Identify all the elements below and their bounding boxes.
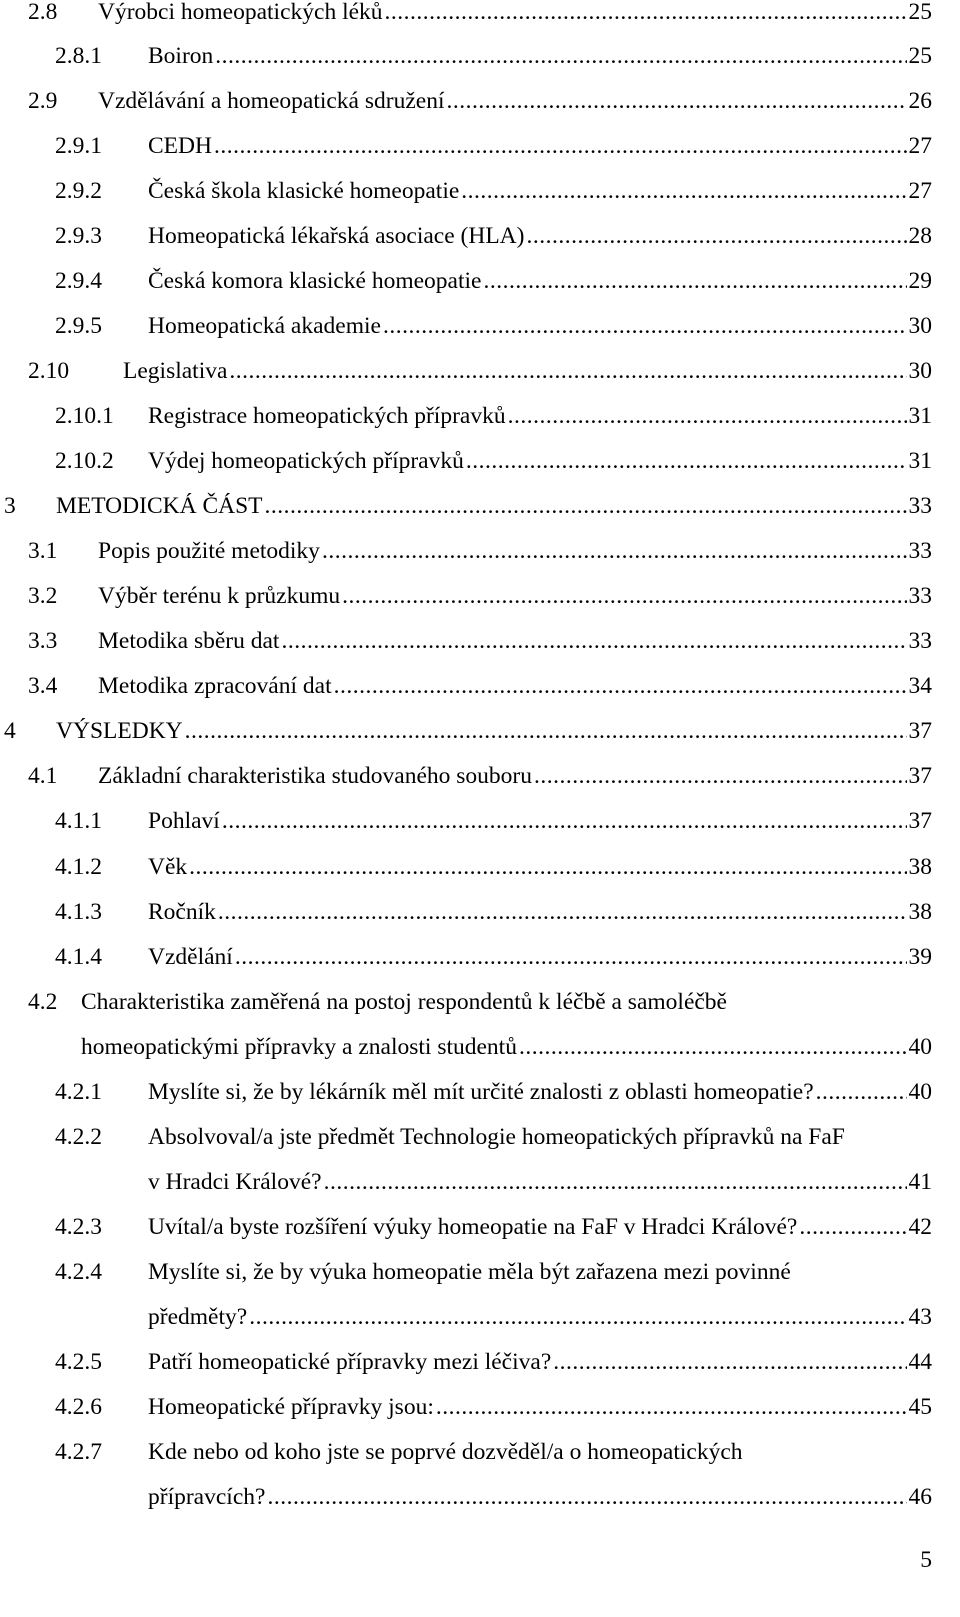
toc-page: 42 xyxy=(908,1214,932,1240)
toc-title: Metodika sběru dat xyxy=(98,628,280,654)
toc-title: Uvítal/a byste rozšíření výuky homeopatie na FaF v Hradci Králové? xyxy=(148,1214,798,1240)
toc-title: Základní charakteristika studovaného souboru xyxy=(98,763,532,789)
toc-entry[interactable] xyxy=(55,1115,932,1205)
toc-number: 4.2.6 xyxy=(55,1394,102,1420)
toc-number: 4.2.4 xyxy=(55,1259,102,1285)
toc-page: 30 xyxy=(908,358,932,384)
toc-entry[interactable] xyxy=(28,349,932,394)
toc-entry[interactable] xyxy=(4,709,932,754)
toc-title: Výdej homeopatických přípravků xyxy=(148,448,464,474)
dot-leader xyxy=(265,484,907,529)
page-number: 5 xyxy=(920,1547,932,1573)
toc-number: 4.2 xyxy=(28,989,58,1015)
toc-number: 4.2.2 xyxy=(55,1124,102,1150)
toc-entry[interactable] xyxy=(28,619,932,664)
toc-number: 4.1 xyxy=(28,763,58,789)
toc-title: Myslíte si, že by výuka homeopatie měla být zařazena mezi povinné xyxy=(148,1259,791,1285)
toc-entry[interactable] xyxy=(55,1205,932,1250)
toc-number: 4.2.5 xyxy=(55,1349,102,1375)
toc-number: 4.2.7 xyxy=(55,1439,102,1465)
toc-page: 27 xyxy=(908,178,932,204)
toc-title: Výrobci homeopatických léků xyxy=(98,0,383,25)
toc-number: 4.2.1 xyxy=(55,1079,102,1105)
toc-entry[interactable] xyxy=(4,484,932,529)
toc-title: Homeopatické přípravky jsou: xyxy=(148,1394,434,1420)
toc-page: 40 xyxy=(908,1079,932,1105)
dot-leader xyxy=(324,1160,907,1205)
dot-leader xyxy=(334,664,907,709)
toc-title-continued: v Hradci Králové? xyxy=(148,1169,322,1195)
toc-number: 3.2 xyxy=(28,583,58,609)
toc-title: Vzdělání xyxy=(148,944,233,970)
toc-number: 2.10.1 xyxy=(55,403,114,429)
toc-page: 31 xyxy=(908,403,932,429)
dot-leader xyxy=(235,935,907,980)
toc-entry[interactable] xyxy=(55,439,932,484)
toc-number: 2.9.2 xyxy=(55,178,102,204)
toc-title: Ročník xyxy=(148,899,216,925)
toc-number: 2.9.3 xyxy=(55,223,102,249)
toc-number: 3.4 xyxy=(28,673,58,699)
toc-title: Česká komora klasické homeopatie xyxy=(148,268,482,294)
toc-page: 28 xyxy=(908,223,932,249)
toc-entry[interactable] xyxy=(55,394,932,439)
toc-title: Charakteristika zaměřená na postoj respondentů k léčbě a samoléčbě xyxy=(81,989,727,1015)
toc-page: 33 xyxy=(908,538,932,564)
dot-leader xyxy=(218,890,907,935)
toc-title: METODICKÁ ČÁST xyxy=(56,493,263,519)
toc-title: Vzdělávání a homeopatická sdružení xyxy=(98,88,445,114)
toc-page: 25 xyxy=(908,43,932,69)
toc-title: CEDH xyxy=(148,133,212,159)
toc-title: Homeopatická lékařská asociace (HLA) xyxy=(148,223,525,249)
toc-entry[interactable] xyxy=(55,34,932,79)
toc-page: 44 xyxy=(908,1349,932,1375)
toc-page: 38 xyxy=(908,854,932,880)
dot-leader xyxy=(215,34,906,79)
toc-number: 3.3 xyxy=(28,628,58,654)
dot-leader xyxy=(436,1385,907,1430)
dot-leader xyxy=(385,0,907,35)
toc-page: 34 xyxy=(908,673,932,699)
toc-page: 29 xyxy=(908,268,932,294)
toc-page: 37 xyxy=(908,718,932,744)
dot-leader xyxy=(281,619,906,664)
toc-entry[interactable] xyxy=(55,124,932,169)
toc-title: Pohlaví xyxy=(148,808,220,834)
dot-leader xyxy=(229,349,906,394)
dot-leader xyxy=(483,259,906,304)
toc-number: 2.9.4 xyxy=(55,268,102,294)
toc-entry[interactable] xyxy=(28,980,932,1070)
dot-leader xyxy=(461,169,906,214)
toc-page: 37 xyxy=(908,808,932,834)
toc-entry[interactable] xyxy=(55,1430,932,1520)
toc-number: 4.1.2 xyxy=(55,854,102,880)
toc-title: Absolvoval/a jste předmět Technologie homeopatických přípravků na FaF xyxy=(148,1124,845,1150)
dot-leader xyxy=(342,574,906,619)
toc-entry[interactable] xyxy=(55,1070,932,1115)
toc-number: 2.9.1 xyxy=(55,133,102,159)
toc-page: 30 xyxy=(908,313,932,339)
toc-page: 27 xyxy=(908,133,932,159)
toc-entry[interactable] xyxy=(28,574,932,619)
toc-entry[interactable] xyxy=(28,79,932,124)
toc-page: 33 xyxy=(908,628,932,654)
toc-page: 39 xyxy=(908,944,932,970)
toc-entry[interactable] xyxy=(55,169,932,214)
dot-leader xyxy=(508,394,907,439)
toc-entry[interactable] xyxy=(55,1340,932,1385)
toc-entry[interactable] xyxy=(55,304,932,349)
dot-leader xyxy=(185,709,907,754)
toc-number: 4 xyxy=(4,718,16,744)
toc-page: 37 xyxy=(908,763,932,789)
toc-title: Popis použité metodiky xyxy=(98,538,320,564)
dot-leader xyxy=(222,799,907,844)
toc-page: 41 xyxy=(908,1169,932,1195)
toc-page: 38 xyxy=(908,899,932,925)
toc-title: Boiron xyxy=(148,43,214,69)
dot-leader xyxy=(519,1025,907,1070)
dot-leader xyxy=(466,439,907,484)
dot-leader xyxy=(214,124,907,169)
toc-entry[interactable] xyxy=(55,845,932,890)
toc-entry[interactable] xyxy=(28,529,932,574)
toc-page: 26 xyxy=(908,88,932,114)
toc-title: Registrace homeopatických přípravků xyxy=(148,403,506,429)
toc-entry[interactable] xyxy=(55,799,932,844)
toc-page: 46 xyxy=(908,1484,932,1510)
toc-entry[interactable] xyxy=(55,1250,932,1340)
dot-leader xyxy=(799,1205,906,1250)
dot-leader xyxy=(553,1340,906,1385)
dot-leader xyxy=(446,79,906,124)
toc-title: Legislativa xyxy=(123,358,228,384)
dot-leader xyxy=(322,529,907,574)
toc-number: 4.1.4 xyxy=(55,944,102,970)
dot-leader xyxy=(249,1295,906,1340)
toc-entry[interactable] xyxy=(28,664,932,709)
toc-title: Metodika zpracování dat xyxy=(98,673,332,699)
toc-title: Kde nebo od koho jste se poprvé dozvěděl/a o homeopatických xyxy=(148,1439,743,1465)
toc-number: 4.1.1 xyxy=(55,808,102,834)
toc-number: 3 xyxy=(4,493,16,519)
toc-number: 2.9.5 xyxy=(55,313,102,339)
toc-number: 2.9 xyxy=(28,88,58,114)
toc-title-continued: předměty? xyxy=(148,1304,248,1330)
toc-page: 33 xyxy=(908,583,932,609)
dot-leader xyxy=(267,1475,906,1520)
toc-page: 40 xyxy=(908,1034,932,1060)
toc-entry[interactable] xyxy=(55,1385,932,1430)
dot-leader xyxy=(534,754,907,799)
toc-entry[interactable] xyxy=(55,214,932,259)
toc-number: 4.1.3 xyxy=(55,899,102,925)
toc-number: 2.8 xyxy=(28,0,58,25)
toc-page: 43 xyxy=(908,1304,932,1330)
toc-entry[interactable] xyxy=(55,890,932,935)
toc-title: Výběr terénu k průzkumu xyxy=(98,583,341,609)
dot-leader xyxy=(526,214,906,259)
toc-title: Myslíte si, že by lékárník měl mít určité znalosti z oblasti homeopatie? xyxy=(148,1079,814,1105)
toc-title: VÝSLEDKY xyxy=(56,718,183,744)
toc-entry[interactable] xyxy=(55,259,932,304)
dot-leader xyxy=(189,845,906,890)
toc-number: 3.1 xyxy=(28,538,58,564)
toc-title-continued: přípravcích? xyxy=(148,1484,266,1510)
toc-entry[interactable] xyxy=(28,754,932,799)
dot-leader xyxy=(816,1070,907,1115)
toc-page: 33 xyxy=(908,493,932,519)
toc-title: Homeopatická akademie xyxy=(148,313,381,339)
toc-title: Věk xyxy=(148,854,188,880)
toc-entry[interactable] xyxy=(55,935,932,980)
toc-page: 45 xyxy=(908,1394,932,1420)
toc-title-continued: homeopatickými přípravky a znalosti studentů xyxy=(81,1034,517,1060)
toc-entry[interactable] xyxy=(28,0,932,35)
toc-number: 4.2.3 xyxy=(55,1214,102,1240)
toc-title: Česká škola klasické homeopatie xyxy=(148,178,460,204)
toc-page: 25 xyxy=(908,0,932,25)
toc-number: 2.8.1 xyxy=(55,43,102,69)
toc-title: Patří homeopatické přípravky mezi léčiva? xyxy=(148,1349,552,1375)
toc-number: 2.10.2 xyxy=(55,448,114,474)
toc-page: 31 xyxy=(908,448,932,474)
dot-leader xyxy=(383,304,907,349)
toc-number: 2.10 xyxy=(28,358,70,384)
